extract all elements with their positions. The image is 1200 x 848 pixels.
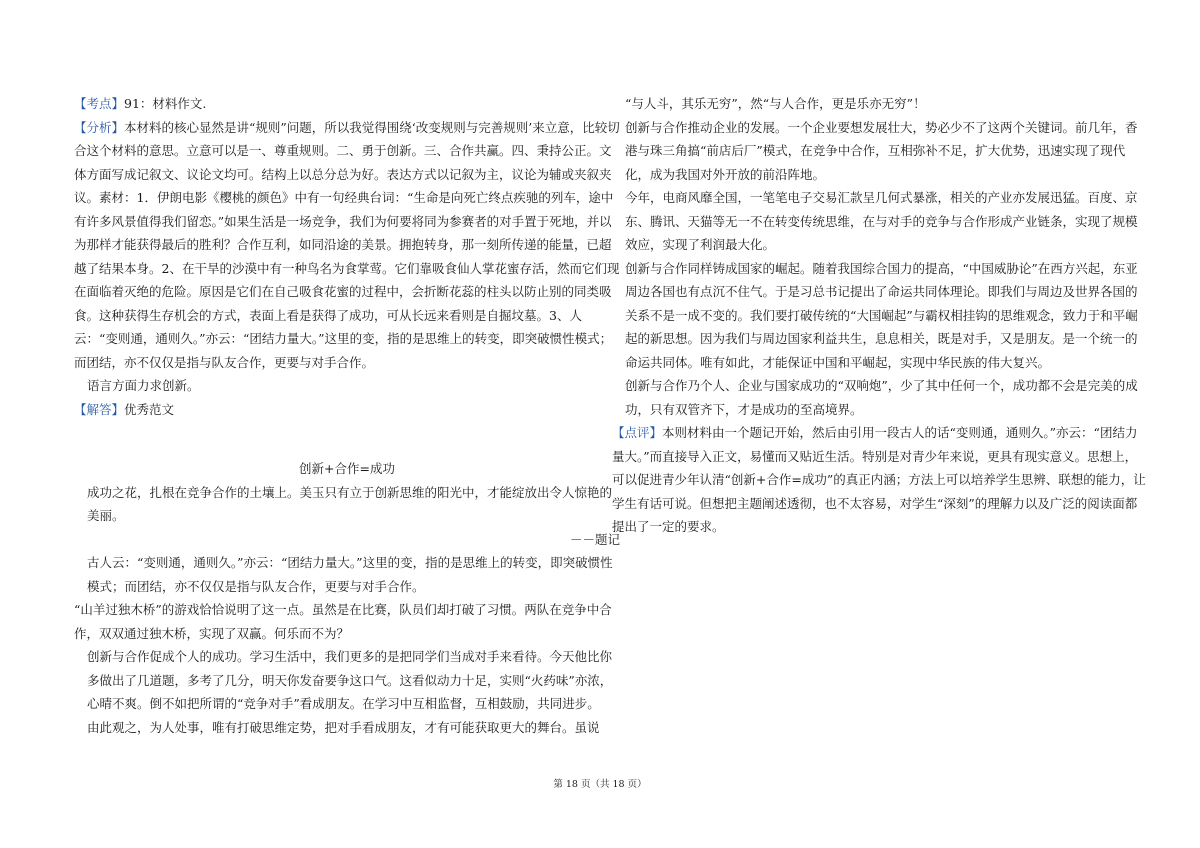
jieda-text: 优秀范文 xyxy=(124,401,175,417)
kaodian-text: 91：材料作文. xyxy=(124,96,207,111)
right-paragraph-0: “与人斗，其乐无穷”，然“与人合作，更是乐亦无穷”！ xyxy=(625,96,926,111)
right-column xyxy=(612,92,1146,539)
dianping-tag: 【点评】 xyxy=(612,425,663,440)
essay-paragraph-4: 创新与合作促成个人的成功。学习生活中，我们更多的是把同学们当成对手来看待。今天他比你多做出了几道题，多考了几分，明天你发奋要争这口气。这看似动力十足，实则“火药味”亦浓，心晴不爽。倒不如把所谓的“竞争对手”看成朋友。在学习中互相监督，互相鼓励，共同进步。 xyxy=(87,649,613,711)
essay-title: 创新+合作=成功 xyxy=(299,461,395,476)
essay-paragraph-5: 由此观之，为人处事，唯有打破思维定势，把对手看成朋友，才有可能获取更大的舞台。虽说 xyxy=(87,719,600,735)
left-column xyxy=(74,92,620,739)
dianping-text: 本则材料由一个题记开始，然后由引用一段古人的话“变则通，通则久。”亦云：“团结力量大。”而直接导入正文，易懂而又贴近生活。特别是对青少年来说，更具有现实意义。思想上，可以促进青少年认清“创新+合作=成功”的真正内涵；方法上可以培养学生思辨、联想的能力，让学生有话可说。但想把主题阐述透彻，也不太容易，对学生“深刻”的理解力以及广泛的阅读面都提出了一定的要求。 xyxy=(612,425,1146,534)
essay-tiji: －－题记 xyxy=(569,531,620,547)
fenxi-paragraph xyxy=(74,116,620,375)
jieda-paragraph xyxy=(74,398,620,422)
dianping-paragraph xyxy=(612,421,1146,539)
fenxi-tag: 【分析】 xyxy=(74,119,125,135)
fenxi-tail: 语言方面力求创新。 xyxy=(87,378,200,393)
right-paragraph-4: 创新与合作乃个人、企业与国家成功的“双响炮”，少了其中任何一个，成功都不会是完美的成功，只有双管齐下，才是成功的至高境界。 xyxy=(625,378,1138,417)
right-paragraph-3: 创新与合作同样铸成国家的崛起。随着我国综合国力的提高，“中国威胁论”在西方兴起，东亚周边各国也有点沉不住气。于是习总书记提出了命运共同体理论。即我们与周边及世界各国的关系不是一成不变的。我们要打破传统的“大国崛起”与霸权相挂钩的思维观念，致力于和平崛起的新思想。因为我们与周边国家利益共生，息息相关，既是对手，又是朋友。是一个统一的命运共同体。唯有如此，才能保证中国和平崛起，实现中华民族的伟大复兴。 xyxy=(625,260,1138,370)
fenxi-text: 本材料的核心显然是讲“规则”问题，所以我觉得围绕‘改变规则与完善规则’来立意，比较切合这个材料的意思。立意可以是一、尊重规则。二、勇于创新。三、合作共赢。四、秉持公正。文体方面写成记叙文、议论文均可。结构上以总分总为好。表达方式以记叙为主，议论为辅或夹叙夹议。素材：1．伊朗电影《樱桃的颜色》中有一句经典台词：“生命是向死亡终点疾驰的列车，途中有许多风景值得我们留恋。”如果生活是一场竞争，我们为何要将同为参赛者的对手置于死地，并以为那样才能获得最后的胜利？合作互利，如同沿途的美景。拥抱转身，那一刻所传递的能量，已超越了结果本身。2、在干旱的沙漠中有一种鸟名为食掌莺。它们靠吸食仙人掌花蜜存活，然而它们现在面临着灭绝的危险。原因是它们在自己吸食花蜜的过程中，会折断花蕊的柱头以防止别的同类吸食。这种获得生存机会的方式，表面上看是获得了成功，可从长远来看则是自掘坟墓。3、人云：“变则通，通则久。”亦云：“团结力量大。”这里的变，指的是思维上的转变，即突破惯性模式；而团结，亦不仅仅是指与队友合作，更要与对手合作。 xyxy=(74,119,620,370)
essay-paragraph-1: 成功之花，扎根在竞争合作的土壤上。美玉只有立于创新思维的阳光中，才能绽放出令人惊艳的美丽。 xyxy=(87,484,613,523)
right-paragraph-2: 今年，电商风靡全国，一笔笔电子交易汇款呈几何式暴涨，相关的产业亦发展迅猛。百度、京东、腾讯、天猫等无一不在转变传统思维，在与对手的竞争与合作形成产业链条，实现了规模效应，实现了利润最大化。 xyxy=(625,190,1138,252)
kaodian-paragraph xyxy=(74,92,620,116)
kaodian-tag: 【考点】 xyxy=(74,96,125,111)
essay-paragraph-3: “山羊过独木桥”的游戏恰恰说明了这一点。虽然是在比赛，队员们却打破了习惯。两队在竞争中合作，双双通过独木桥，实现了双赢。何乐而不为？ xyxy=(74,602,612,641)
right-paragraph-1: 创新与合作推动企业的发展。一个企业要想发展壮大，势必少不了这两个关键词。前几年，香港与珠三角搞“前店后厂”模式，在竞争中合作，互相弥补不足，扩大优势，迅速实现了现代化，成为我国对外开放的前沿阵地。 xyxy=(625,119,1138,182)
spacer xyxy=(74,421,620,443)
essay-paragraph-2: 古人云：“变则通，通则久。”亦云：“团结力量大。”这里的变，指的是思维上的转变，即突破惯性模式；而团结，亦不仅仅是指与队友合作，更要与对手合作。 xyxy=(87,555,613,594)
page-footer: 第 18 页（共 18 页） xyxy=(553,779,647,790)
jieda-tag: 【解答】 xyxy=(74,401,125,417)
